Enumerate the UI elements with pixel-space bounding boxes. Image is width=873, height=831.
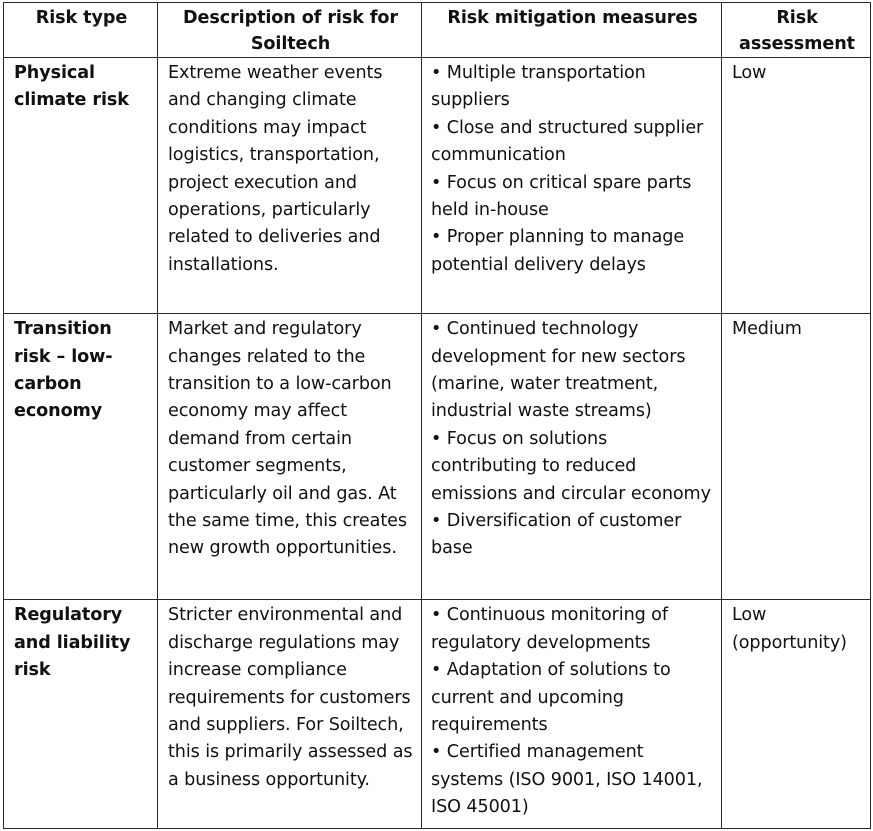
measure-item: • Certified management systems (ISO 9001, ISO 14001, ISO 45001)	[431, 739, 715, 821]
assessment-cell	[722, 600, 871, 829]
description-text: Stricter environmental and discharge regulations may increase compliance requirements for customers and suppliers. For Soiltech, this is primarily assessed as a business opportunity.	[168, 605, 413, 790]
measures-cell	[422, 314, 722, 600]
risk-type-text: Regulatory and liability risk	[14, 605, 131, 681]
table-row	[4, 314, 871, 600]
header-mitigation: Risk mitigation measures	[422, 3, 722, 58]
risk-type-cell	[4, 58, 158, 314]
table-row	[4, 58, 871, 314]
measures-cell	[422, 600, 722, 829]
table-row	[4, 600, 871, 829]
table-header	[4, 3, 871, 58]
header-row	[4, 3, 871, 58]
description-cell	[158, 58, 422, 314]
assessment-text: Medium	[732, 319, 802, 340]
risk-type-text: Transition risk – low-carbon economy	[14, 319, 113, 422]
measure-item: • Diversification of customer base	[431, 508, 715, 563]
risk-type-text: Physical climate risk	[14, 63, 129, 111]
description-cell	[158, 314, 422, 600]
description-text: Market and regulatory changes related to the transition to a low-carbon economy may affect demand from certain customer segments, particularly oil and gas. At the same time, this creates new growth opportunities.	[168, 319, 407, 559]
header-description: Description of risk for Soiltech	[158, 3, 422, 58]
measure-item: • Focus on critical spare parts held in-house	[431, 170, 715, 225]
table-body	[4, 58, 871, 829]
measure-item: • Proper planning to manage potential delivery delays	[431, 224, 715, 279]
measure-item: • Continued technology development for new sectors (marine, water treatment, industrial waste streams)	[431, 316, 715, 426]
description-text: Extreme weather events and changing climate conditions may impact logistics, transportation, project execution and operations, particularly related to deliveries and installations.	[168, 63, 383, 275]
assessment-text: Low (opportunity)	[732, 605, 847, 653]
header-assessment: Risk assessment	[722, 3, 871, 58]
measure-item: • Multiple transportation suppliers	[431, 60, 715, 115]
measure-item: • Continuous monitoring of regulatory developments	[431, 602, 715, 657]
risk-type-cell	[4, 314, 158, 600]
assessment-cell	[722, 58, 871, 314]
risk-table	[3, 2, 871, 829]
header-risk-type: Risk type	[4, 3, 158, 58]
measure-item: • Focus on solutions contributing to reduced emissions and circular economy	[431, 426, 715, 508]
assessment-text: Low	[732, 63, 767, 83]
risk-type-cell	[4, 600, 158, 829]
description-cell	[158, 600, 422, 829]
measures-cell	[422, 58, 722, 314]
assessment-cell	[722, 314, 871, 600]
measure-item: • Adaptation of solutions to current and upcoming requirements	[431, 657, 715, 739]
measure-item: • Close and structured supplier communication	[431, 115, 715, 170]
